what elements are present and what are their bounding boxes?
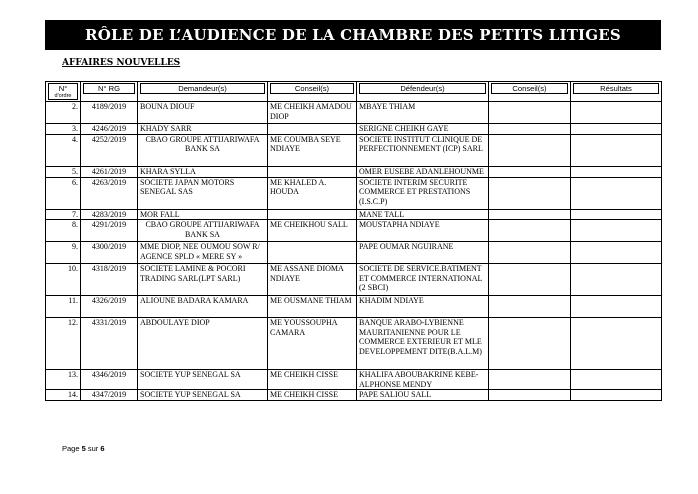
row-defendeur: MBAYE THIAM xyxy=(357,102,489,124)
row-conseil-demandeur: ME COUMBA SEYE NDIAYE xyxy=(268,134,357,166)
row-rg: 4252/2019 xyxy=(81,134,138,166)
row-ordre: 9. xyxy=(46,242,81,264)
row-conseil-defendeur xyxy=(489,166,571,177)
row-conseil-demandeur xyxy=(268,124,357,135)
row-rg: 4326/2019 xyxy=(81,296,138,318)
row-defendeur: SOCIETE DE SERVICE.BATIMENT ET COMMERCE INTERNATIONAL (2 SBCI) xyxy=(357,264,489,296)
row-resultat xyxy=(571,220,662,242)
row-demandeur: SOCIETE JAPAN MOTORS SENEGAL SAS xyxy=(138,177,268,209)
row-conseil-demandeur: ME CHEIKH AMADOU DIOP xyxy=(268,102,357,124)
row-conseil-defendeur xyxy=(489,264,571,296)
row-rg: 4261/2019 xyxy=(81,166,138,177)
header-rg: N° RG xyxy=(81,82,138,102)
row-demandeur: KHARA SYLLA xyxy=(138,166,268,177)
row-defendeur: KHALIFA ABOUBAKRINE KEBE-ALPHONSE MENDY xyxy=(357,370,489,390)
row-rg: 4246/2019 xyxy=(81,124,138,135)
row-conseil-defendeur xyxy=(489,134,571,166)
row-ordre: 12. xyxy=(46,318,81,370)
row-conseil-demandeur: ME OUSMANE THIAM xyxy=(268,296,357,318)
row-conseil-demandeur: ME CHEIKH CISSE xyxy=(268,370,357,390)
row-rg: 4263/2019 xyxy=(81,177,138,209)
row-defendeur: MANE TALL xyxy=(357,209,489,220)
row-rg: 4346/2019 xyxy=(81,370,138,390)
row-demandeur: SOCIETE LAMINE & POCORI TRADING SARL(LPT SARL) xyxy=(138,264,268,296)
row-conseil-demandeur: ME ASSANE DIOMA NDIAYE xyxy=(268,264,357,296)
row-conseil-defendeur xyxy=(489,209,571,220)
header-demandeur: Demandeur(s) xyxy=(138,82,268,102)
row-conseil-defendeur xyxy=(489,390,571,401)
row-resultat xyxy=(571,134,662,166)
row-demandeur: CBAO GROUPE ATTIJARIWAFA BANK SA xyxy=(138,134,268,166)
row-resultat xyxy=(571,264,662,296)
row-conseil-demandeur: ME CHEIKHOU SALL xyxy=(268,220,357,242)
row-demandeur: MOR FALL xyxy=(138,209,268,220)
row-resultat xyxy=(571,242,662,264)
row-ordre: 2. xyxy=(46,102,81,124)
row-conseil-demandeur: ME YOUSSOUPHA CAMARA xyxy=(268,318,357,370)
table-row xyxy=(46,242,662,264)
table-row xyxy=(46,177,662,209)
row-ordre: 11. xyxy=(46,296,81,318)
page-number: 5 xyxy=(81,444,86,453)
row-resultat xyxy=(571,177,662,209)
row-resultat xyxy=(571,318,662,370)
table-row xyxy=(46,390,662,401)
row-conseil-defendeur xyxy=(489,370,571,390)
row-demandeur: SOCIETE YUP SENEGAL SA xyxy=(138,370,268,390)
row-defendeur: BANQUE ARABO-LYBIENNE MAURITANIENNE POUR LE COMMERCE EXTERIEUR ET MLE DEVELOPPEMENT DITE(B.A.L.M) xyxy=(357,318,489,370)
row-ordre: 5. xyxy=(46,166,81,177)
row-ordre: 8. xyxy=(46,220,81,242)
row-conseil-demandeur: ME CHEIKH CISSE xyxy=(268,390,357,401)
table-row xyxy=(46,370,662,390)
document-title: RÔLE DE L’AUDIENCE DE LA CHAMBRE DES PETITS LITIGES xyxy=(45,20,661,50)
row-defendeur: KHADIM NDIAYE xyxy=(357,296,489,318)
row-rg: 4300/2019 xyxy=(81,242,138,264)
table-header-row xyxy=(46,82,662,102)
row-defendeur: PAPE OUMAR NGUIRANE xyxy=(357,242,489,264)
row-demandeur: ALIOUNE BADARA KAMARA xyxy=(138,296,268,318)
row-rg: 4347/2019 xyxy=(81,390,138,401)
row-demandeur: BOUNA DIOUF xyxy=(138,102,268,124)
row-demandeur: KHADY SARR xyxy=(138,124,268,135)
row-conseil-defendeur xyxy=(489,102,571,124)
row-conseil-defendeur xyxy=(489,124,571,135)
row-conseil-defendeur xyxy=(489,177,571,209)
row-rg: 4189/2019 xyxy=(81,102,138,124)
row-rg: 4291/2019 xyxy=(81,220,138,242)
row-resultat xyxy=(571,390,662,401)
row-ordre: 6. xyxy=(46,177,81,209)
row-conseil-demandeur xyxy=(268,209,357,220)
row-resultat xyxy=(571,102,662,124)
row-demandeur: ABDOULAYE DIOP xyxy=(138,318,268,370)
page-footer: Page 5 sur 6 xyxy=(62,444,105,453)
row-ordre: 10. xyxy=(46,264,81,296)
table-row xyxy=(46,296,662,318)
table-row xyxy=(46,134,662,166)
header-conseil-defendeur: Conseil(s) xyxy=(489,82,571,102)
page-total: 6 xyxy=(100,444,105,453)
row-conseil-defendeur xyxy=(489,220,571,242)
row-rg: 4283/2019 xyxy=(81,209,138,220)
table-row xyxy=(46,264,662,296)
row-defendeur: MOUSTAPHA NDIAYE xyxy=(357,220,489,242)
header-defendeur: Défendeur(s) xyxy=(357,82,489,102)
row-resultat xyxy=(571,296,662,318)
header-resultats: Résultats xyxy=(571,82,662,102)
row-defendeur: SOCIETE INSTITUT CLINIQUE DE PERFECTIONNEMENT (ICP) SARL xyxy=(357,134,489,166)
table-row xyxy=(46,220,662,242)
row-rg: 4318/2019 xyxy=(81,264,138,296)
row-defendeur: PAPE SALIOU SALL xyxy=(357,390,489,401)
row-defendeur: SERIGNE CHEIKH GAYE xyxy=(357,124,489,135)
row-conseil-defendeur xyxy=(489,242,571,264)
header-ordre: N° d'ordre xyxy=(46,82,81,102)
header-conseil-demandeur: Conseil(s) xyxy=(268,82,357,102)
row-conseil-demandeur xyxy=(268,166,357,177)
row-resultat xyxy=(571,166,662,177)
row-conseil-demandeur xyxy=(268,242,357,264)
row-rg: 4331/2019 xyxy=(81,318,138,370)
table-body xyxy=(46,102,662,401)
row-demandeur: CBAO GROUPE ATTIJARIWAFA BANK SA xyxy=(138,220,268,242)
table-row xyxy=(46,209,662,220)
table-row xyxy=(46,318,662,370)
table-row xyxy=(46,124,662,135)
table-row xyxy=(46,166,662,177)
row-resultat xyxy=(571,124,662,135)
row-defendeur: OMER EUSEBE ADANLEHOUNME xyxy=(357,166,489,177)
row-resultat xyxy=(571,209,662,220)
row-ordre: 3. xyxy=(46,124,81,135)
row-conseil-defendeur xyxy=(489,318,571,370)
row-demandeur: SOCIETE YUP SENEGAL SA xyxy=(138,390,268,401)
row-resultat xyxy=(571,370,662,390)
row-defendeur: SOCIETE INTERIM SECURITE COMMERCE ET PRESTATIONS (I.S.C.P) xyxy=(357,177,489,209)
table-row xyxy=(46,102,662,124)
row-ordre: 7. xyxy=(46,209,81,220)
row-demandeur: MME DIOP, NEE OUMOU SOW R/ AGENCE SPLD « MERE SY » xyxy=(138,242,268,264)
row-ordre: 4. xyxy=(46,134,81,166)
section-heading: AFFAIRES NOUVELLES xyxy=(62,58,181,68)
row-ordre: 13. xyxy=(46,370,81,390)
row-conseil-demandeur: ME KHALED A. HOUDA xyxy=(268,177,357,209)
hearing-table xyxy=(45,81,662,401)
row-ordre: 14. xyxy=(46,390,81,401)
row-conseil-defendeur xyxy=(489,296,571,318)
